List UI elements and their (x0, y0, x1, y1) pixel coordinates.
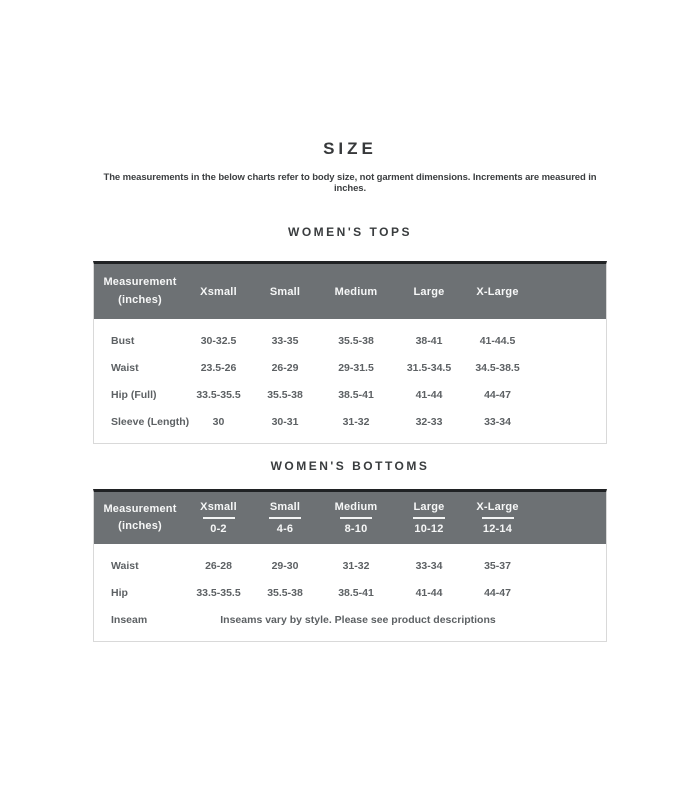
table-row (94, 327, 606, 354)
tops-measurement-header-line2: (inches) (118, 293, 162, 306)
cell: 35.5-38 (338, 334, 374, 347)
cell: 33-34 (484, 415, 511, 428)
cell: 33.5-35.5 (196, 388, 241, 401)
bottoms-table-header-row (94, 492, 606, 544)
cell: 33-35 (271, 334, 299, 347)
bottoms-size-table (93, 489, 607, 642)
row-label: Hip (111, 586, 128, 599)
bottoms-col-header-xlarge (465, 501, 530, 535)
row-label: Inseam (111, 613, 148, 626)
tops-col-header-xlarge: X-Large (476, 285, 519, 298)
size-range: 0-2 (210, 523, 227, 535)
cell: 35-37 (484, 559, 511, 572)
size-range: 12-14 (482, 523, 513, 535)
cell: 26-29 (271, 361, 299, 374)
inseam-note: Inseams vary by style. Please see product descriptions (220, 613, 496, 626)
cell: 31-32 (342, 559, 370, 572)
bottoms-col-header-large (393, 501, 465, 535)
size-underline (340, 517, 372, 519)
cell: 38.5-41 (338, 586, 374, 599)
cell: 38-41 (415, 334, 443, 347)
tops-size-table (93, 261, 607, 444)
row-label: Waist (111, 361, 139, 374)
size-label: Large (413, 501, 445, 513)
bottoms-measurement-header-line1: Measurement (103, 502, 177, 515)
cell: 32-33 (415, 415, 443, 428)
cell: 44-47 (484, 388, 511, 401)
table-row (94, 579, 606, 606)
table-row (94, 408, 606, 435)
tops-col-header-small: Small (269, 285, 301, 298)
size-underline (413, 517, 445, 519)
cell: 30-31 (271, 415, 299, 428)
tops-table-body (94, 319, 606, 443)
cell: 31-32 (342, 415, 370, 428)
page-subtitle: The measurements in the below charts refer to body size, not garment dimensions. Increments are measured in inches. (103, 172, 597, 194)
cell: 41-44.5 (479, 334, 516, 347)
row-label: Hip (Full) (111, 388, 157, 401)
size-underline (482, 517, 514, 519)
page-title: SIZE (323, 139, 377, 158)
table-row (94, 381, 606, 408)
cell: 29-31.5 (338, 361, 374, 374)
tops-col-header-large: Large (413, 285, 445, 298)
bottoms-table-body (94, 544, 606, 641)
tops-measurement-header-line1: Measurement (103, 276, 177, 289)
size-label: Xsmall (200, 501, 237, 513)
cell: 26-28 (205, 559, 232, 572)
size-range: 10-12 (414, 523, 444, 535)
cell: 33.5-35.5 (196, 586, 241, 599)
tops-section-heading: WOMEN'S TOPS (288, 225, 412, 239)
cell: 34.5-38.5 (475, 361, 520, 374)
row-label: Waist (111, 559, 139, 572)
size-range: 8-10 (344, 523, 368, 535)
row-label: Bust (111, 334, 135, 347)
size-underline (269, 517, 301, 519)
tops-table-header-row (94, 264, 606, 319)
inseam-row (94, 606, 606, 633)
cell: 41-44 (415, 586, 443, 599)
table-row (94, 354, 606, 381)
cell: 35.5-38 (267, 388, 303, 401)
bottoms-section-heading: WOMEN'S BOTTOMS (270, 459, 430, 473)
bottoms-measurement-header-line2: (inches) (118, 520, 162, 532)
size-label: X-Large (476, 501, 519, 513)
bottoms-col-header-medium (319, 501, 393, 535)
size-chart-content (93, 0, 607, 642)
size-range: 4-6 (276, 523, 294, 535)
cell: 44-47 (484, 586, 511, 599)
tops-col-header-medium: Medium (334, 285, 378, 298)
tops-measurement-header (94, 274, 186, 308)
cell: 30-32.5 (200, 334, 237, 347)
tops-col-header-xsmall: Xsmall (200, 285, 237, 298)
bottoms-col-header-xsmall (186, 501, 251, 535)
cell: 31.5-34.5 (406, 361, 452, 374)
row-label: Sleeve (Length) (111, 415, 190, 428)
table-row (94, 552, 606, 579)
cell: 33-34 (415, 559, 443, 572)
cell: 41-44 (415, 388, 443, 401)
cell: 38.5-41 (338, 388, 374, 401)
cell: 29-30 (271, 559, 299, 572)
size-label: Medium (334, 501, 378, 513)
cell: 30 (212, 415, 225, 428)
size-label: Small (269, 501, 301, 513)
cell: 35.5-38 (267, 586, 303, 599)
size-underline (203, 517, 235, 519)
cell: 23.5-26 (200, 361, 237, 374)
bottoms-col-header-small (251, 501, 319, 535)
bottoms-measurement-header (94, 501, 186, 535)
